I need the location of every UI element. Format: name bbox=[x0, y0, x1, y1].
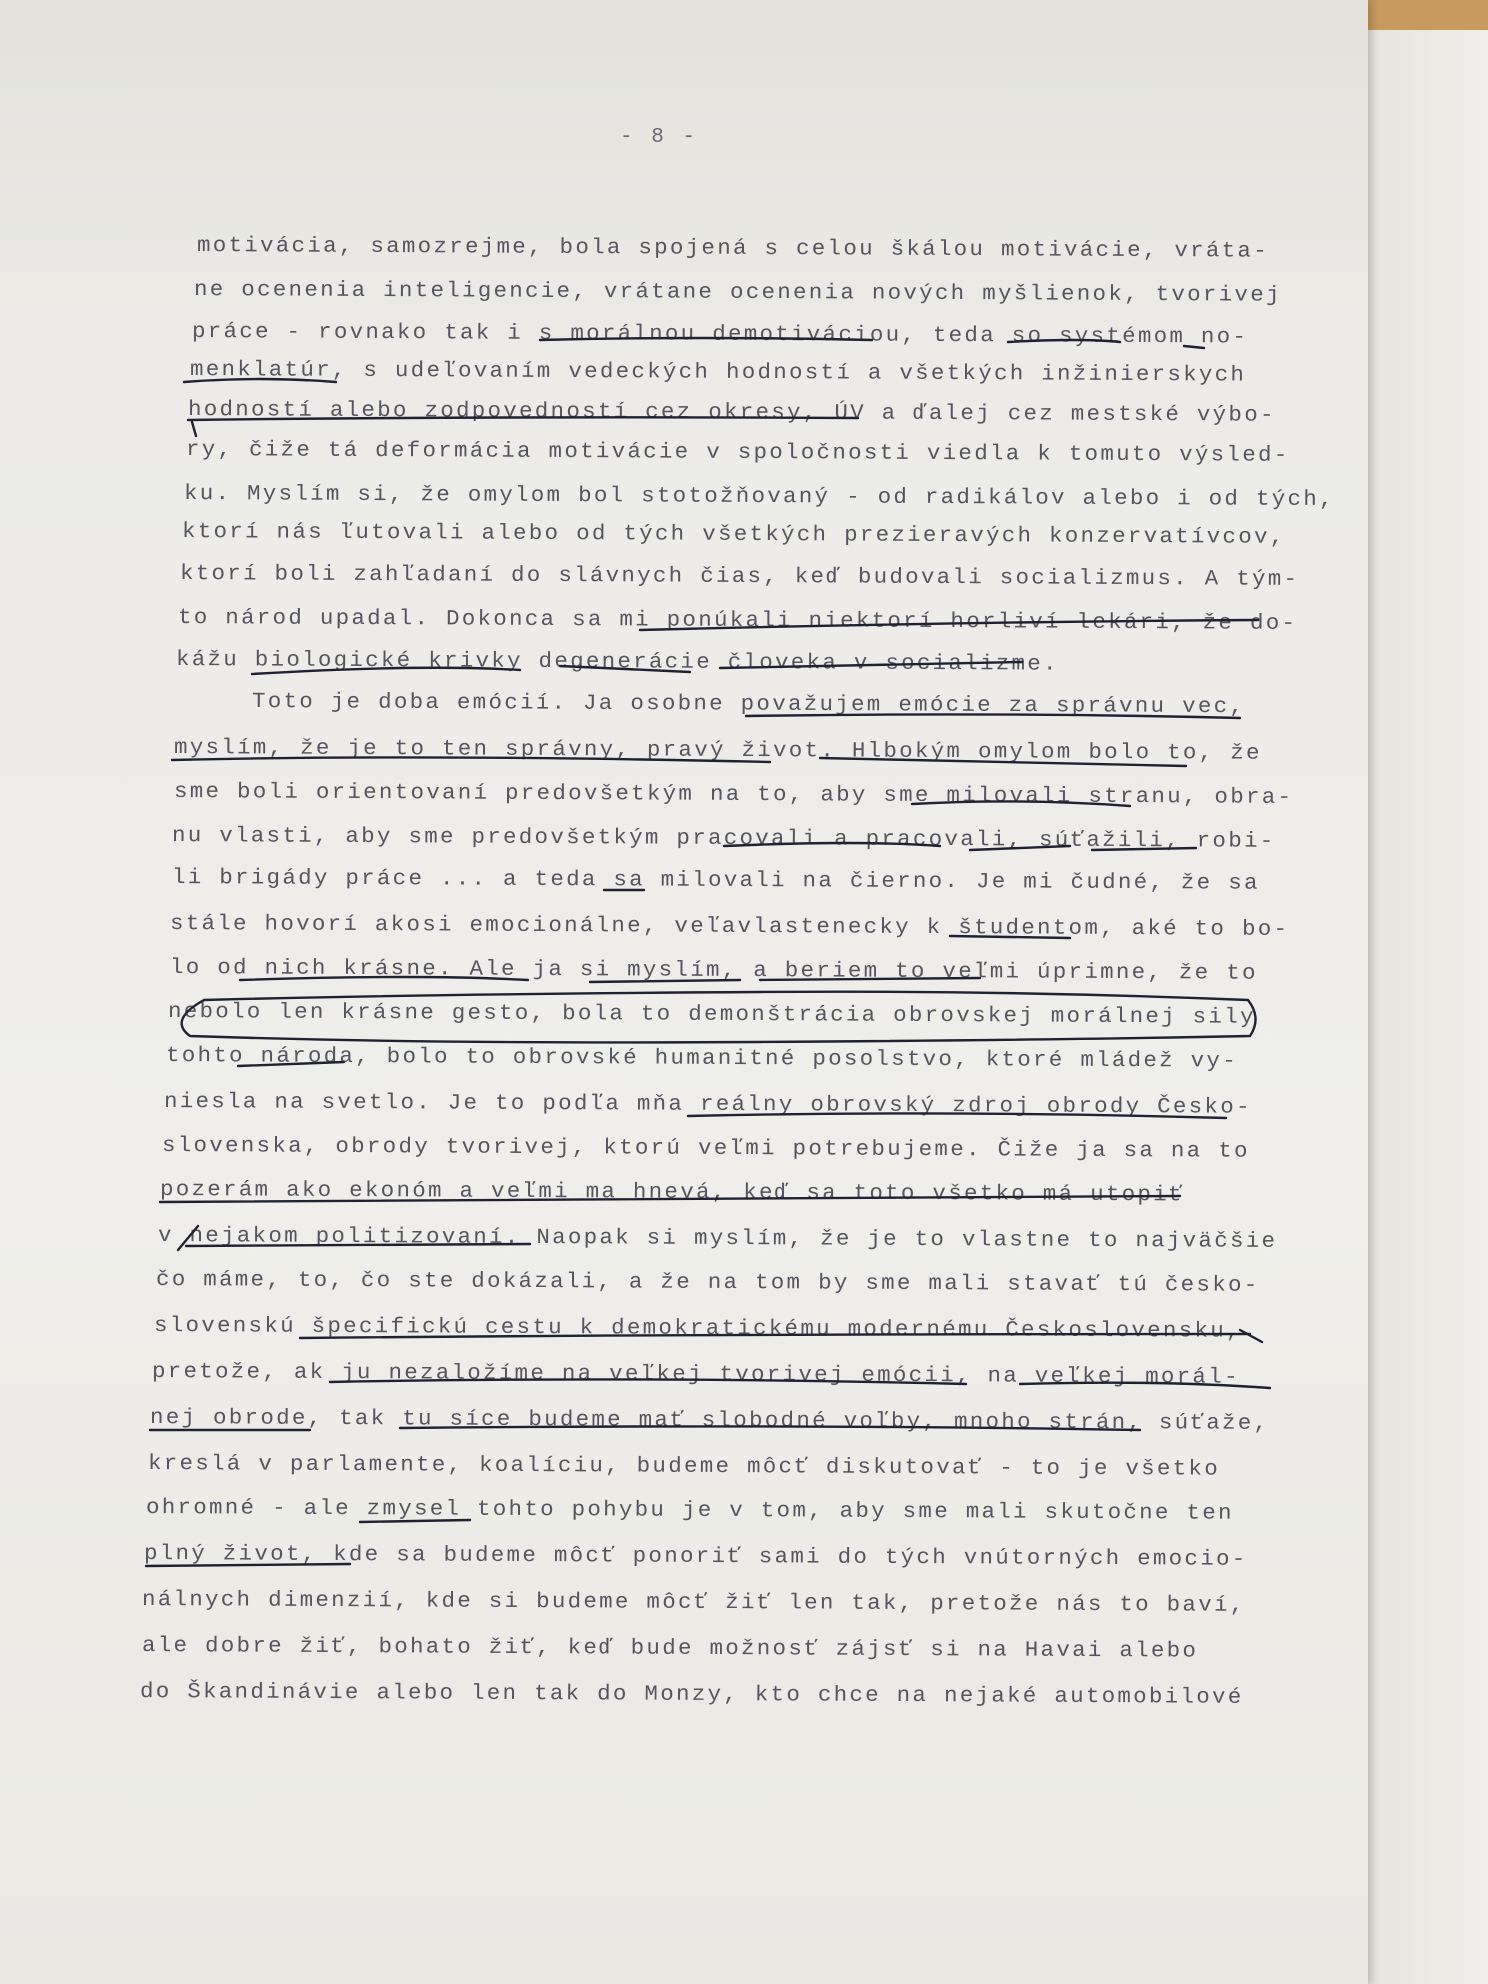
text-line: tohto národa, bolo to obrovské humanitné posolstvo, ktoré mládež vy- bbox=[165, 1044, 1239, 1074]
text-line: Toto je doba emócií. Ja osobne považujem emócie za správnu vec, bbox=[251, 690, 1246, 720]
text-line: ne ocenenia inteligencie, vrátane ocenenia nových myšlienok, tvorivej bbox=[193, 278, 1282, 308]
text-line: myslím, že je to ten správny, pravý život. Hlbokým omylom bolo to, že bbox=[173, 736, 1262, 766]
text-line: ktorí nás ľutovali alebo od tých všetkých prezieravých konzervatívcov, bbox=[181, 520, 1286, 550]
text-line: stále hovorí akosi emocionálne, veľavlastenecky k študentom, aké to bo- bbox=[169, 912, 1290, 942]
page-number: - 8 - bbox=[619, 126, 698, 149]
text-line: ktorí boli zahľadaní do slávnych čias, keď budovali socializmus. A tým- bbox=[179, 562, 1300, 592]
text-line: menklatúr, s udeľovaním vedeckých hodností a všetkých inžinierskych bbox=[189, 358, 1247, 388]
text-line: motivácia, samozrejme, bola spojená s celou škálou motivácie, vráta- bbox=[196, 234, 1270, 264]
text-line: hodností alebo zodpovedností cez okresy, ÚV a ďalej cez mestské výbo- bbox=[187, 398, 1276, 428]
text-line: li brigády práce ... a teda sa milovali na čierno. Je mi čudné, že sa bbox=[171, 866, 1260, 896]
text-line: v nejakom politizovaní. Naopak si myslím, že je to vlastne to najväčšie bbox=[157, 1224, 1278, 1254]
text-line: ry, čiže tá deformácia motivácie v spoločnosti viedla k tomuto výsled- bbox=[185, 438, 1290, 468]
text-line: pretože, ak ju nezaložíme na veľkej tvorivej emócii, na veľkej morál- bbox=[151, 1360, 1240, 1390]
text-line: čo máme, to, čo ste dokázali, a že na tom by sme mali stavať tú česko- bbox=[155, 1268, 1260, 1298]
text-line: práce - rovnako tak i s morálnou demotiváciou, teda so systémom no- bbox=[191, 320, 1249, 350]
text-line: to národ upadal. Dokonca sa mi ponúkali niektorí horliví lekári, že do- bbox=[177, 606, 1298, 636]
text-line: ohromné - ale zmysel tohto pohybu je v tom, aby sme mali skutočne ten bbox=[145, 1496, 1234, 1526]
text-line: pozerám ako ekonóm a veľmi ma hnevá, keď sa toto všetko má utopiť bbox=[159, 1178, 1185, 1208]
text-line: plný život, kde sa budeme môcť ponoriť sami do tých vnútorných emocio- bbox=[143, 1542, 1248, 1572]
text-line: lo od nich krásne. Ale ja si myslím, a beriem to veľmi úprimne, že to bbox=[169, 956, 1258, 986]
text-line: do Škandinávie alebo len tak do Monzy, kto chce na nejaké automobilové bbox=[139, 1680, 1244, 1710]
text-line: kreslá v parlamente, koalíciu, budeme môcť diskutovať - to je všetko bbox=[147, 1452, 1221, 1482]
text-line: nebolo len krásne gesto, bola to demonštrácia obrovskej morálnej sily bbox=[167, 1000, 1256, 1030]
text-line: ku. Myslím si, že omylom bol stotožňovaný - od radikálov alebo i od tých, bbox=[183, 482, 1335, 513]
text-line: kážu biologické krivky degenerácie človeka v socializme. bbox=[175, 648, 1059, 677]
text-line: niesla na svetlo. Je to podľa mňa reálny obrovský zdroj obrody Česko- bbox=[163, 1090, 1252, 1120]
text-line: nu vlasti, aby sme predovšetkým pracovali a pracovali, súťažili, robi- bbox=[171, 824, 1276, 854]
text-line: slovenskú špecifickú cestu k demokratickému modernému Československu, bbox=[153, 1314, 1242, 1344]
text-line: ale dobre žiť, bohato žiť, keď bude možnosť zájsť si na Havai alebo bbox=[141, 1634, 1199, 1664]
text-line: nálnych dimenzií, kde si budeme môcť žiť len tak, pretože nás to baví, bbox=[141, 1588, 1246, 1618]
text-line: slovenska, obrody tvorivej, ktorú veľmi potrebujeme. Čiže ja sa na to bbox=[161, 1134, 1250, 1164]
text-line: nej obrode, tak tu síce budeme mať slobodné voľby, mnoho strán, súťaže, bbox=[149, 1406, 1270, 1436]
text-line: sme boli orientovaní predovšetkým na to, aby sme milovali stranu, obra- bbox=[173, 780, 1294, 810]
